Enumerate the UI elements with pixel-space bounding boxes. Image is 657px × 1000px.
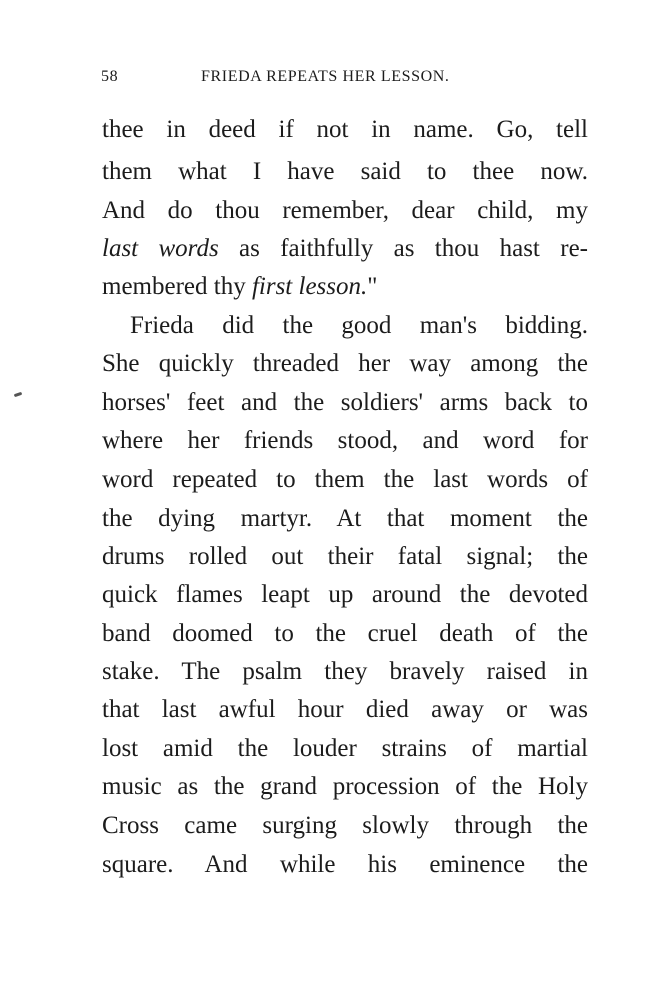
line-text-post: "	[367, 273, 378, 300]
text-line: quick flames leapt up around the devoted	[102, 581, 588, 608]
text-line: stake. The psalm they bravely raised in	[102, 658, 588, 685]
text-line: lost amid the louder strains of martial	[102, 735, 588, 762]
text-line: drums rolled out their fatal signal; the	[102, 543, 588, 570]
emphasis-last-words: last words	[102, 235, 219, 262]
line-text-post: as faithfully as thou hast re-	[218, 235, 588, 262]
text-line: thee in deed if not in name. Go, tell	[102, 116, 588, 143]
text-line: band doomed to the cruel death of the	[102, 620, 588, 647]
text-line: the dying martyr. At that moment the	[102, 505, 588, 532]
running-title: FRIEDA REPEATS HER LESSON.	[201, 68, 450, 85]
line-text-pre: membered thy	[102, 273, 252, 300]
text-line: And do thou remember, dear child, my	[102, 197, 588, 224]
emphasis-first-lesson: first lesson.	[251, 273, 368, 300]
text-line: music as the grand procession of the Holy	[102, 773, 588, 800]
page-number: 58	[101, 68, 119, 85]
text-line: Cross came surging slowly through the	[102, 812, 588, 839]
text-line: She quickly threaded her way among the	[102, 350, 588, 377]
margin-mark	[14, 392, 23, 397]
text-line	[102, 268, 588, 306]
running-head	[101, 68, 587, 92]
text-line: word repeated to them the last words of	[102, 466, 588, 493]
text-line: where her friends stood, and word for	[102, 427, 588, 454]
text-line: horses' feet and the soldiers' arms back to	[102, 389, 588, 416]
paragraph-first-line: Frieda did the good man's bidding.	[130, 312, 588, 339]
text-line: them what I have said to thee now.	[102, 158, 588, 185]
text-line: square. And while his eminence the	[102, 851, 588, 878]
text-line: that last awful hour died away or was	[102, 696, 588, 723]
text-line	[102, 230, 588, 268]
